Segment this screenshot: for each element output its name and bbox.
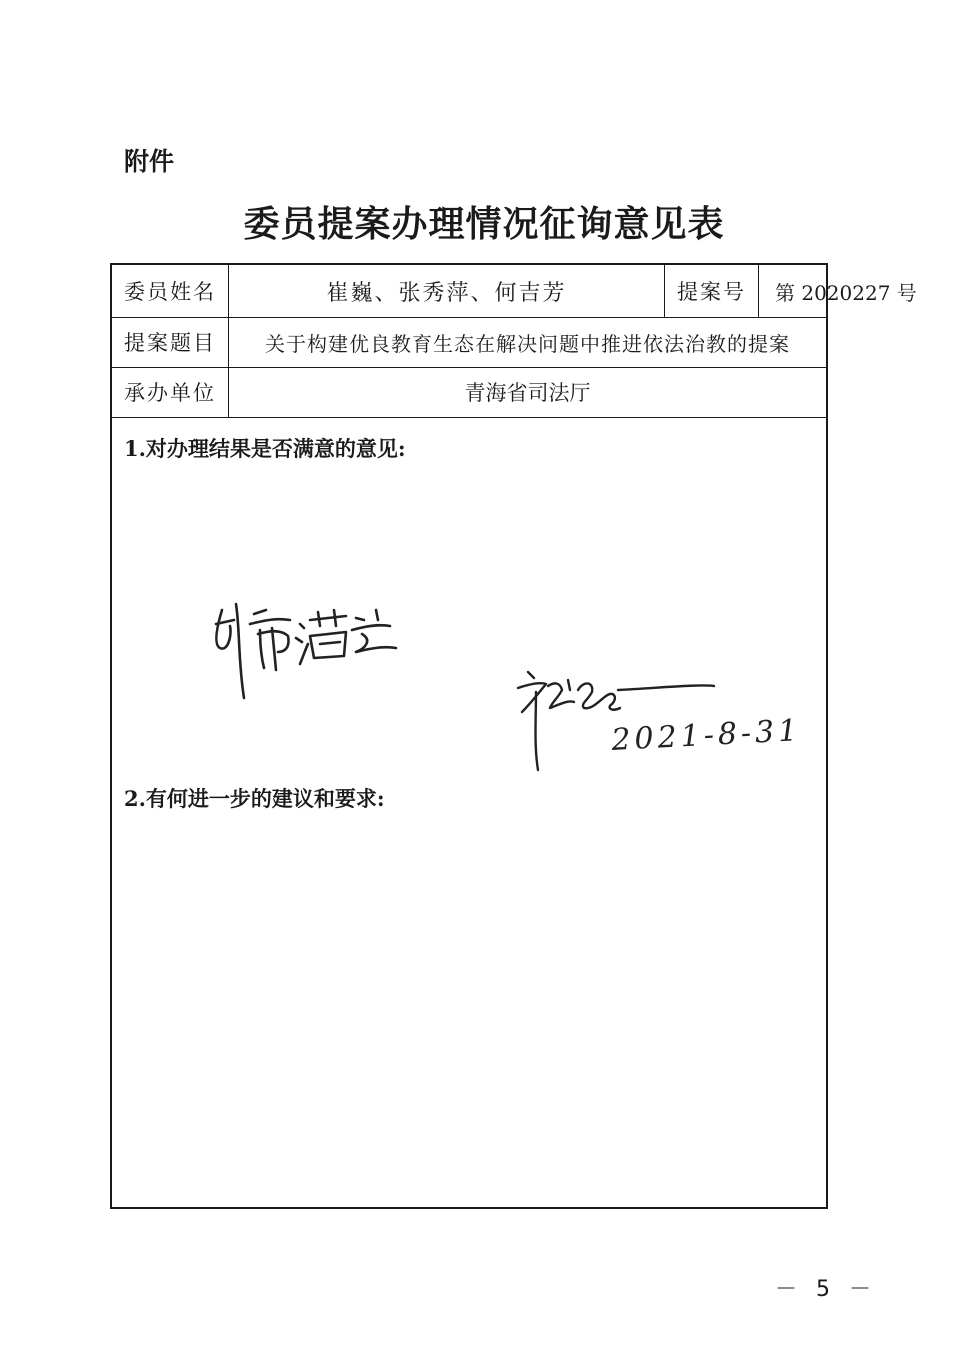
member-name-label: 委员姓名 (112, 265, 229, 317)
proposal-no-label: 提案号 (665, 265, 759, 317)
table-row (112, 367, 826, 418)
opinion-form-table (110, 263, 917, 1209)
section-satisfaction-label: 1.对办理结果是否满意的意见: (124, 436, 406, 461)
table-row (112, 265, 917, 318)
section-suggestions-label: 2.有何进一步的建议和要求: (124, 786, 385, 811)
handwritten-opinion (206, 590, 416, 710)
unit-label: 承办单位 (112, 367, 229, 417)
handwritten-signature (508, 660, 808, 780)
proposal-title-value: 关于构建优良教育生态在解决问题中推进依法治教的提案 (265, 331, 790, 356)
page-title: 委员提案办理情况征询意见表 (243, 204, 725, 245)
table-row (112, 317, 826, 368)
signature-date: 2021-8-31 (610, 713, 803, 758)
page-number: － 5 － (775, 1277, 877, 1302)
proposal-title-label: 提案题目 (112, 317, 229, 367)
proposal-no-value: 第 2020227 号 (775, 280, 917, 305)
member-name-value: 崔巍、张秀萍、何吉芳 (229, 265, 665, 317)
attachment-label: 附件 (124, 147, 175, 176)
unit-value: 青海省司法厅 (464, 381, 591, 405)
